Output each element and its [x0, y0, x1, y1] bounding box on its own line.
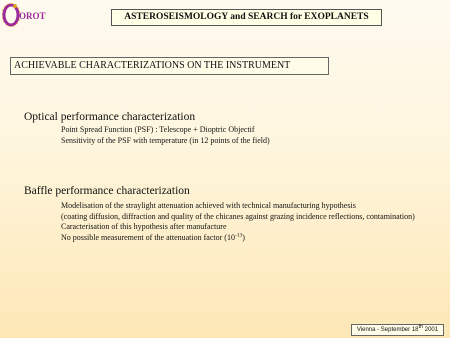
attenuation-text: No possible measurement of the attenuation factor (10	[61, 232, 235, 242]
optical-performance-heading: Optical performance characterization	[24, 111, 196, 123]
hypothesis-details-line: (coating diffusion, diffraction and quality of the chicanes against grazing incidence reflections, contamination)	[61, 211, 415, 221]
svg-text:OROT: OROT	[19, 11, 46, 21]
presentation-title: ASTEROSEISMOLOGY and SEARCH for EXOPLANETS	[111, 9, 382, 26]
footer-date	[351, 324, 444, 336]
footer-prefix: Vienna - September 18	[356, 327, 419, 333]
psf-line: Point Spread Function (PSF) : Telescope + Dioptric Objectif	[61, 125, 255, 134]
baffle-performance-heading: Baffle performance characterization	[24, 185, 190, 197]
footer-suffix: 2001	[423, 327, 439, 333]
straylight-modelisation-line: Modelisation of the straylight attenuation achieved with technical manufacturing hypothesis	[61, 201, 356, 210]
attenuation-suffix: )	[242, 232, 245, 242]
footer-superscript: th	[418, 324, 424, 330]
optical-performance-section	[24, 110, 270, 146]
attenuation-measurement-line	[61, 233, 415, 244]
hypothesis-characterisation-line: Caracterisation of this hypothesis after manufacture	[61, 222, 227, 231]
baffle-performance-section	[24, 184, 415, 243]
corot-logo	[2, 2, 54, 28]
slide-title: ACHIEVABLE CHARACTERIZATIONS ON THE INSTRUMENT	[10, 57, 329, 75]
psf-temperature-line: Sensitivity of the PSF with temperature (in 12 points of the field)	[61, 135, 270, 145]
attenuation-exponent: -13	[234, 231, 243, 238]
